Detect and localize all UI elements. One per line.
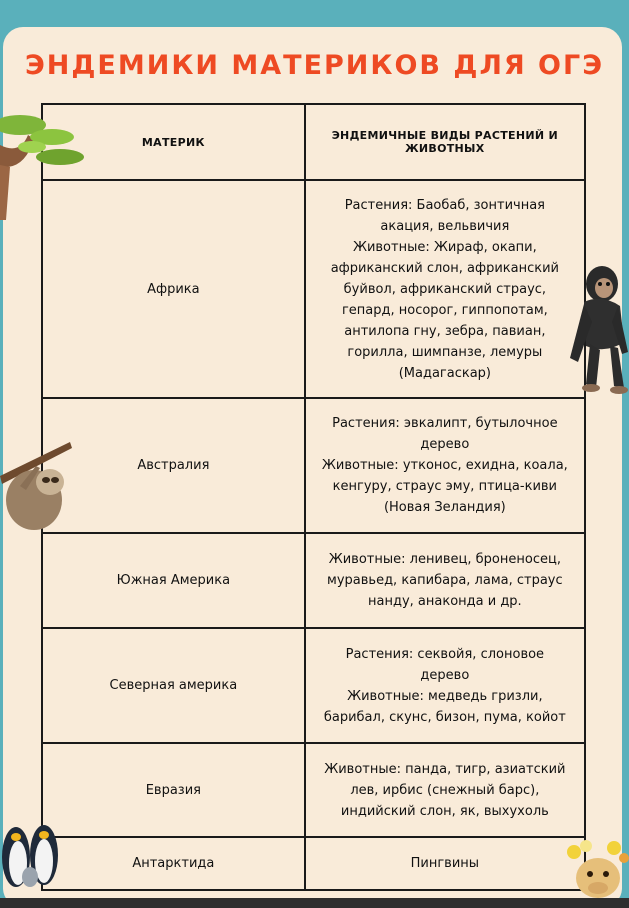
species-line: Животные: медведь гризли, bbox=[347, 688, 543, 704]
species-line: Растения: секвойя, слоновое bbox=[345, 646, 545, 662]
species-line: нанду, анаконда и др. bbox=[368, 594, 522, 609]
species-line: буйвол, африканский страус, bbox=[343, 281, 547, 297]
tree-icon bbox=[0, 105, 90, 220]
species-line: (Мадагаскар) bbox=[398, 365, 491, 381]
species-line: барибал, скунс, бизон, пума, койот bbox=[323, 709, 566, 725]
species-line: дерево bbox=[420, 667, 470, 683]
table-row bbox=[42, 628, 585, 743]
table-row bbox=[42, 837, 585, 890]
table-row bbox=[42, 398, 585, 533]
species-cell bbox=[305, 743, 585, 837]
species-line: антилопа гну, зебра, павиан, bbox=[344, 323, 546, 339]
table-row bbox=[42, 743, 585, 837]
species-line: африканский слон, африканский bbox=[330, 260, 559, 276]
species-cell bbox=[305, 180, 585, 398]
species-line: акация, вельвичия bbox=[380, 218, 510, 234]
species-cell bbox=[305, 533, 585, 628]
continent-cell: Евразия bbox=[42, 743, 305, 837]
continent-cell: Антарктида bbox=[42, 837, 305, 890]
giraffe-icon bbox=[564, 838, 629, 898]
species-line: Растения: эвкалипт, бутылочное bbox=[332, 416, 558, 431]
sloth-icon bbox=[0, 438, 72, 533]
header-continent: МАТЕРИК bbox=[42, 104, 305, 180]
species-line: Животные: панда, тигр, азиатский bbox=[324, 761, 566, 777]
chimpanzee-icon bbox=[566, 262, 629, 397]
species-line: горилла, шимпанзе, лемуры bbox=[347, 344, 543, 360]
bottom-edge bbox=[0, 898, 629, 908]
species-line: лев, ирбис (снежный барс), bbox=[350, 782, 540, 798]
species-line: Животные: Жираф, окапи, bbox=[352, 239, 537, 255]
header-species: ЭНДЕМИЧНЫЕ ВИДЫ РАСТЕНИЙ И ЖИВОТНЫХ bbox=[305, 104, 585, 180]
species-line: (Новая Зеландия) bbox=[383, 500, 506, 515]
species-line: дерево bbox=[420, 437, 470, 452]
continent-cell: Африка bbox=[42, 180, 305, 398]
endemics-table bbox=[41, 103, 586, 891]
species-line: Животные: утконос, ехидна, коала, bbox=[321, 458, 568, 473]
species-line: Пингвины bbox=[410, 856, 480, 871]
table-row bbox=[42, 180, 585, 398]
continent-cell: Северная америка bbox=[42, 628, 305, 743]
species-cell bbox=[305, 628, 585, 743]
species-cell bbox=[305, 837, 585, 890]
species-line: Животные: ленивец, броненосец, bbox=[328, 552, 561, 567]
species-line: муравьед, капибара, лама, страус bbox=[327, 573, 563, 588]
species-cell bbox=[305, 398, 585, 533]
continent-cell: Южная Америка bbox=[42, 533, 305, 628]
table-header-row bbox=[42, 104, 585, 180]
continent-cell: Австралия bbox=[42, 398, 305, 533]
species-line: гепард, носорог, гиппопотам, bbox=[341, 302, 548, 318]
species-line: индийский слон, як, выхухоль bbox=[340, 803, 549, 819]
species-line: Растения: Баобаб, зонтичная bbox=[344, 197, 545, 213]
species-line: кенгуру, страус эму, птица-киви bbox=[332, 479, 558, 494]
table-row bbox=[42, 533, 585, 628]
penguins-icon bbox=[0, 815, 62, 890]
page-title: ЭНДЕМИКИ МАТЕРИКОВ ДЛЯ ОГЭ bbox=[24, 50, 605, 81]
